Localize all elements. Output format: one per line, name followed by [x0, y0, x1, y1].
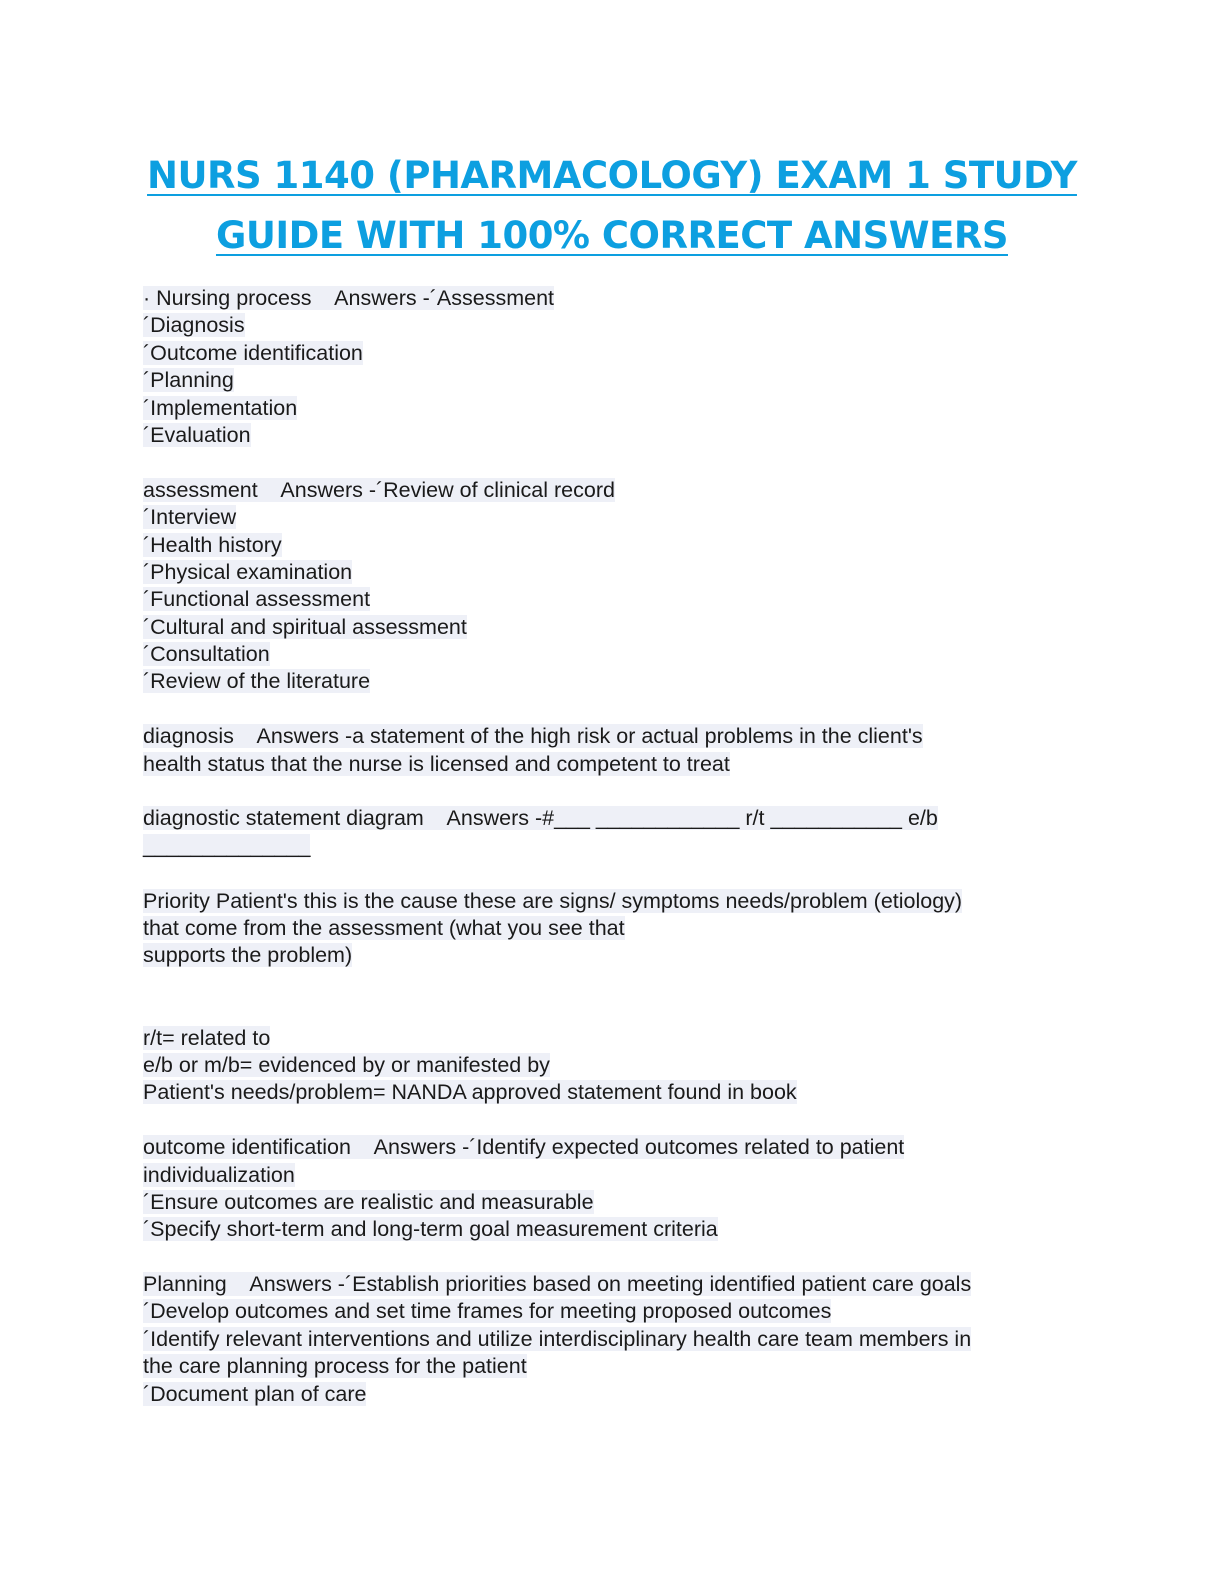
text-line	[143, 532, 1073, 559]
text-line-content: ´Ensure outcomes are realistic and measurable	[143, 1189, 594, 1214]
text-line-content: the care planning process for the patient	[143, 1354, 527, 1379]
text-line	[143, 1353, 1073, 1380]
text-line	[143, 395, 1073, 422]
document-title	[100, 146, 1124, 266]
qa-section	[143, 805, 1073, 860]
text-line	[143, 1025, 1073, 1052]
text-line-content: ´Functional assessment	[143, 587, 371, 612]
text-line	[143, 312, 1073, 339]
text-line-content: r/t= related to	[143, 1025, 271, 1050]
text-line-content: health status that the nurse is licensed and competent to treat	[143, 751, 730, 776]
text-line	[143, 1216, 1073, 1243]
text-line	[143, 477, 1073, 504]
text-line	[143, 723, 1073, 750]
text-line-content: ´Evaluation	[143, 422, 251, 447]
text-line	[143, 751, 1073, 778]
text-line-content: Priority Patient's this is the cause these are signs/ symptoms needs/problem (etiology)	[143, 888, 963, 913]
text-line	[143, 668, 1073, 695]
text-line-content: ______________	[143, 833, 311, 858]
text-line-content: diagnosis Answers -a statement of the high risk or actual problems in the client's	[143, 724, 923, 749]
qa-section	[143, 723, 1073, 778]
text-line-content: diagnostic statement diagram Answers -#___ ____________ r/t ___________ e/b	[143, 806, 938, 831]
text-line	[143, 614, 1073, 641]
title-line-2: GUIDE WITH 100% CORRECT ANSWERS	[215, 214, 1008, 257]
text-line	[143, 422, 1073, 449]
text-line	[143, 942, 1073, 969]
text-line-content: assessment Answers -´Review of clinical record	[143, 477, 615, 502]
text-line-content: individualization	[143, 1162, 295, 1187]
text-line-content: Patient's needs/problem= NANDA approved statement found in book	[143, 1080, 797, 1105]
text-line-content: ´Consultation	[143, 642, 270, 667]
qa-section	[143, 1025, 1073, 1107]
text-line	[143, 1134, 1073, 1161]
text-line	[143, 1271, 1073, 1298]
text-line	[143, 340, 1073, 367]
section-spacer	[143, 1107, 1073, 1134]
text-line-content: ´Review of the literature	[143, 669, 371, 694]
document-body	[143, 285, 1073, 1408]
section-spacer	[143, 778, 1073, 805]
section-spacer	[143, 1244, 1073, 1271]
text-line-content: ´Implementation	[143, 395, 298, 420]
title-line-1: NURS 1140 (PHARMACOLOGY) EXAM 1 STUDY	[147, 154, 1077, 197]
text-line	[143, 1052, 1073, 1079]
qa-section	[143, 1134, 1073, 1244]
text-line	[143, 367, 1073, 394]
text-line-content: ´Diagnosis	[143, 313, 245, 338]
text-line	[143, 1326, 1073, 1353]
text-line-content: ´Planning	[143, 368, 234, 393]
text-line-content: ´Document plan of care	[143, 1381, 367, 1406]
text-line-content: ´Outcome identification	[143, 340, 363, 365]
text-line	[143, 805, 1073, 832]
section-spacer	[143, 860, 1073, 887]
text-line-content: Planning Answers -´Establish priorities based on meeting identified patient care goals	[143, 1272, 972, 1297]
section-spacer	[143, 970, 1073, 1025]
text-line	[143, 559, 1073, 586]
text-line	[143, 285, 1073, 312]
text-line	[143, 1079, 1073, 1106]
qa-section	[143, 1271, 1073, 1408]
text-line-content: ´Specify short-term and long-term goal measurement criteria	[143, 1217, 718, 1242]
text-line-content: ´Physical examination	[143, 559, 353, 584]
text-line-content: ´Identify relevant interventions and utilize interdisciplinary health care team members in	[143, 1326, 972, 1351]
text-line-content: ´Cultural and spiritual assessment	[143, 614, 467, 639]
text-line-content: e/b or m/b= evidenced by or manifested by	[143, 1052, 550, 1077]
text-line-content: ´Develop outcomes and set time frames for meeting proposed outcomes	[143, 1299, 832, 1324]
text-line-content: supports the problem)	[143, 943, 353, 968]
text-line-content: ´Health history	[143, 532, 282, 557]
text-line-content: outcome identification Answers -´Identify expected outcomes related to patient	[143, 1135, 905, 1160]
text-line	[143, 888, 1073, 915]
text-line	[143, 586, 1073, 613]
text-line	[143, 1189, 1073, 1216]
text-line	[143, 1162, 1073, 1189]
text-line	[143, 833, 1073, 860]
text-line	[143, 504, 1073, 531]
text-line-content: that come from the assessment (what you see that	[143, 915, 625, 940]
text-line-content: ´Interview	[143, 505, 237, 530]
text-line-content: · Nursing process Answers -´Assessment	[143, 286, 555, 310]
section-spacer	[143, 696, 1073, 723]
text-line	[143, 641, 1073, 668]
text-line	[143, 1381, 1073, 1408]
text-line	[143, 1298, 1073, 1325]
qa-section	[143, 888, 1073, 970]
qa-section	[143, 285, 1073, 449]
section-spacer	[143, 449, 1073, 476]
qa-section	[143, 477, 1073, 696]
text-line	[143, 915, 1073, 942]
